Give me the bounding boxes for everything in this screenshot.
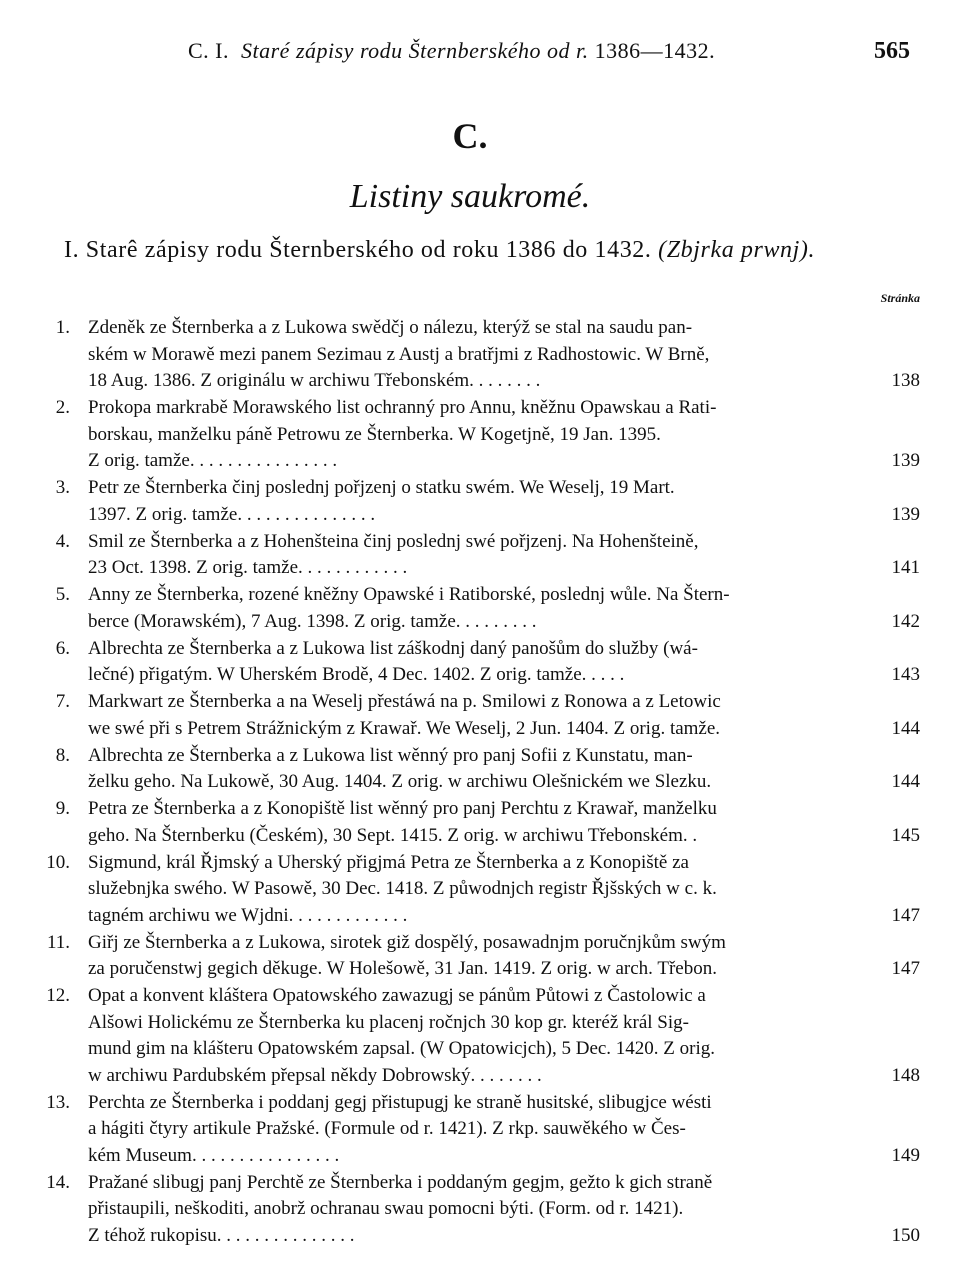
subsection-heading bbox=[64, 237, 934, 264]
entry-line: Petr ze Šternberka činj poslednj pořjzenj o statku swém. We Weselj, 19 Mart. bbox=[88, 477, 675, 498]
entry-page: 138 bbox=[891, 370, 920, 391]
entry-page: 144 bbox=[891, 771, 920, 792]
entry-line: mund gim na klášteru Opatowském zapsal. (W Opatowicjch), 5 Dec. 1420. Z orig. bbox=[88, 1038, 716, 1059]
entry-line: Albrechta ze Šternberka a z Lukowa list wěnný pro panj Sofii z Kunstatu, man- bbox=[88, 744, 693, 766]
entry-number: 10. bbox=[46, 851, 70, 873]
entry-line: Perchta ze Šternberka i poddanj gegj přistupugj ke straně husitské, slibugjce wésti bbox=[88, 1091, 712, 1113]
entry-line: Petra ze Šternberka a z Konopiště list wěnný pro panj Perchtu z Krawař, manželku bbox=[88, 798, 717, 819]
entry-text bbox=[88, 850, 868, 930]
section-title: Listiny saukromé. bbox=[349, 178, 591, 215]
entry-line: želku geho. Na Lukowě, 30 Aug. 1404. Z orig. w archiwu Olešnickém we Slezku. bbox=[88, 771, 712, 792]
entry-line: Prokopa markrabě Morawského list ochranný pro Annu, kněžnu Opawskau a Rati- bbox=[88, 397, 717, 418]
entry-line: Markwart ze Šternberka a na Weselj přestáwá na p. Smilowi z Ronowa a z Letowic bbox=[88, 691, 721, 712]
entry-number: 7. bbox=[55, 691, 70, 712]
entry-number: 13. bbox=[46, 1091, 70, 1113]
entry-page: 139 bbox=[891, 450, 920, 471]
entry-line: 23 Oct. 1398. Z orig. tamže. . . . . . . . . . . . bbox=[88, 557, 408, 578]
entry-text bbox=[88, 315, 868, 395]
entry-page: 141 bbox=[891, 557, 920, 578]
entry-line: a hágiti čtyry artikule Pražské. (Formule od r. 1421). Z rkp. sauwěkého w Čes- bbox=[88, 1118, 686, 1139]
entry-line: za poručenstwj gegich děkuge. W Holešowě, 31 Jan. 1419. Z orig. w arch. Třebon. bbox=[88, 958, 717, 979]
entry-line: w archiwu Pardubském přepsal někdy Dobrowský. . . . . . . . bbox=[88, 1064, 542, 1086]
entry-number: 4. bbox=[55, 530, 70, 552]
entry-line: Smil ze Šternberka a z Hohenšteina činj poslednj swé pořjzenj. Na Hohenšteině, bbox=[88, 530, 699, 552]
entry-number: 12. bbox=[46, 985, 70, 1006]
entry-text bbox=[88, 930, 868, 983]
entry-number: 14. bbox=[46, 1171, 70, 1193]
entry-page: 147 bbox=[891, 958, 920, 979]
entry-line: Pražané slibugj panj Perchtě ze Šternberka i poddaným gegjm, gežto k gich straně bbox=[88, 1171, 713, 1193]
entry-text bbox=[88, 689, 868, 742]
entry-line: berce (Morawském), 7 Aug. 1398. Z orig. tamže. . . . . . . . . bbox=[88, 610, 537, 632]
entry-number: 9. bbox=[55, 798, 70, 819]
subsection-text: I. Starê zápisy rodu Šternberského od roku 1386 do 1432. bbox=[64, 237, 652, 263]
entry-number: 6. bbox=[55, 637, 70, 659]
entry-line: we swé při s Petrem Strážnickým z Krawař. We Weselj, 2 Jun. 1404. Z orig. tamže. bbox=[88, 717, 721, 739]
section-letter: C. bbox=[452, 116, 488, 156]
entry-page: 149 bbox=[891, 1144, 920, 1166]
entry-page: 147 bbox=[891, 904, 920, 926]
entry-line: 18 Aug. 1386. Z originálu w archiwu Třebonském. . . . . . . . bbox=[88, 370, 541, 391]
entry-line: Albrechta ze Šternberka a z Lukowa list záškodnj daný panošům do služby (wá- bbox=[88, 637, 698, 659]
entry-line: tagném archiwu we Wjdni. . . . . . . . . . . . . bbox=[88, 904, 408, 926]
entry-number: 1. bbox=[55, 317, 70, 338]
entry-line: lečné) přigatým. W Uherském Brodě, 4 Dec. 1402. Z orig. tamže. . . . . bbox=[88, 664, 625, 685]
entry-page: 150 bbox=[891, 1224, 920, 1246]
entry-text bbox=[88, 636, 868, 689]
entry-line: Zdeněk ze Šternberka a z Lukowa swědčj o nálezu, kterýž se stal na saudu pan- bbox=[88, 317, 693, 338]
entry-page: 144 bbox=[891, 717, 920, 739]
entry-line: kém Museum. . . . . . . . . . . . . . . . bbox=[88, 1144, 340, 1166]
entry-text bbox=[88, 529, 868, 582]
entry-line: borskau, manželku páně Petrowu ze Šternberka. W Kogetjně, 19 Jan. 1395. bbox=[88, 423, 661, 445]
running-head bbox=[188, 38, 908, 64]
entry-page: 145 bbox=[891, 824, 920, 846]
entry-page: 142 bbox=[891, 610, 920, 632]
entry-line: geho. Na Šternberku (Českém), 30 Sept. 1415. Z orig. w archiwu Třebonském. . bbox=[88, 824, 698, 846]
entry-page: 148 bbox=[891, 1064, 920, 1086]
running-head-years: 1386—1432. bbox=[594, 38, 716, 63]
entry-number: 2. bbox=[55, 397, 70, 418]
entry-text bbox=[88, 395, 868, 475]
entry-text bbox=[88, 796, 868, 849]
entry-text bbox=[88, 743, 868, 796]
entry-line: Z téhož rukopisu. . . . . . . . . . . . . . . bbox=[88, 1224, 355, 1246]
entry-line: Alšowi Holickému ze Šternberka ku placenj ročnjch 30 kop gr. kteréž král Sig- bbox=[88, 1011, 689, 1033]
entry-line: 1397. Z orig. tamže. . . . . . . . . . . . . . . bbox=[88, 503, 376, 525]
entry-text bbox=[88, 1090, 868, 1170]
column-label: Stránka bbox=[880, 291, 920, 305]
running-head-title: Staré zápisy rodu Šternberského od r. bbox=[241, 38, 589, 63]
entry-line: Anny ze Šternberka, rozené kněžny Opawské i Ratiborské, poslednj wůle. Na Štern- bbox=[88, 584, 730, 605]
entry-text bbox=[88, 983, 868, 1089]
entry-line: služebnjka swého. W Pasowě, 30 Dec. 1418. Z půwodnjch registr Řjšských w c. k. bbox=[88, 878, 717, 899]
entry-text bbox=[88, 1170, 868, 1250]
entry-number: 8. bbox=[55, 744, 70, 766]
page-number: 565 bbox=[874, 38, 910, 64]
entry-line: Opat a konvent kláštera Opatowského zawazugj se pánům Půtowi z Častolowic a bbox=[88, 985, 706, 1006]
entry-text bbox=[88, 582, 868, 635]
subsection-note: (Zbjrka prwnj). bbox=[658, 237, 816, 263]
entry-number: 3. bbox=[55, 477, 70, 498]
entry-text bbox=[88, 475, 868, 528]
running-head-section: C. I. bbox=[188, 38, 229, 63]
entry-line: přistaupili, neškoditi, anobrž ochranau swau pomocni býti. (Form. od r. 1421). bbox=[88, 1198, 684, 1219]
entry-line: Sigmund, král Řjmský a Uherský přigjmá Petra ze Šternberka a z Konopiště za bbox=[88, 851, 689, 873]
entry-line: Giřj ze Šternberka a z Lukowa, sirotek giž dospělý, posawadnjm poručnjkům swým bbox=[88, 931, 726, 953]
entry-page: 143 bbox=[891, 664, 920, 685]
entry-number: 11. bbox=[46, 931, 70, 953]
entry-page: 139 bbox=[891, 503, 920, 525]
entry-line: ském w Morawě mezi panem Sezimau z Austj a bratřjmi z Radhostowic. W Brně, bbox=[88, 343, 710, 365]
entry-line: Z orig. tamže. . . . . . . . . . . . . . . . bbox=[88, 450, 338, 471]
entry-number: 5. bbox=[55, 584, 70, 605]
